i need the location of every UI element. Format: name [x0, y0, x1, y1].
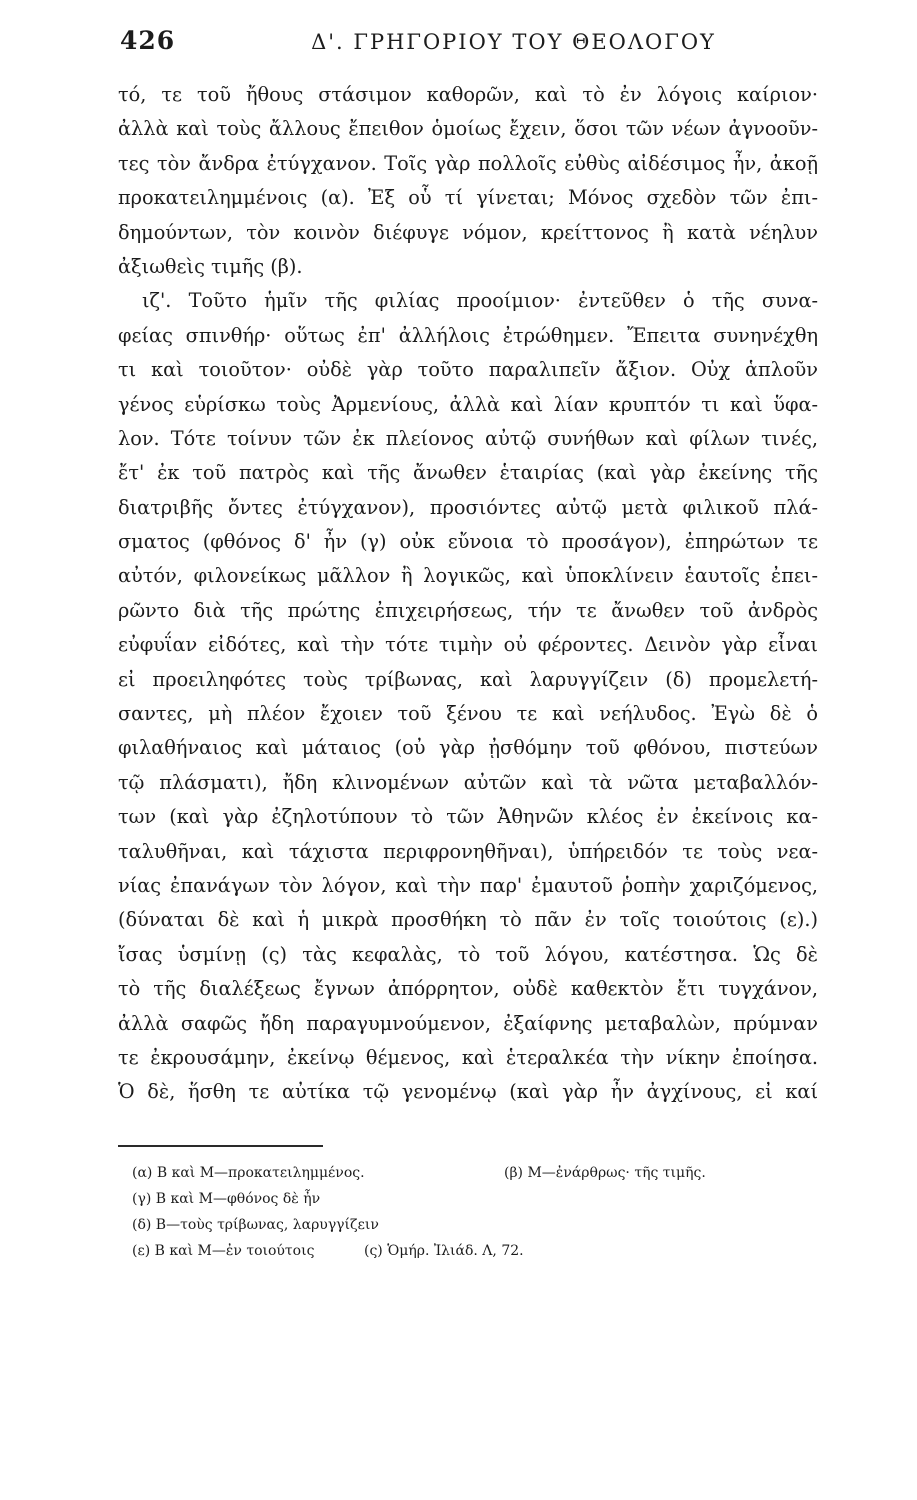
text-line: ἀλλὰ σαφῶς ἤδη παραγυμνούμενον, ἐξαίφνης μεταβαλὼν, πρύμναν	[118, 1011, 818, 1035]
text-line: αὐτόν, φιλονείκως μᾶλλον ἢ λογικῶς, καὶ ὑποκλίνειν ἑαυτοῖς ἐπει-	[118, 564, 818, 588]
main-text	[118, 78, 818, 1110]
text-line: λον. Τότε τοίνυν τῶν ἐκ πλείονος αὐτῷ συνήθων καὶ φίλων τινές,	[118, 426, 818, 450]
page-number: 426	[120, 26, 176, 55]
text-line: ρῶντο διὰ τῆς πρώτης ἐπιχειρήσεως, τήν τε ἄνωθεν τοῦ ἀνδρὸς	[118, 598, 818, 622]
text-line: τό, τε τοῦ ἤθους στάσιμον καθορῶν, καὶ τὸ ἐν λόγοις καίριον·	[118, 83, 818, 106]
text-line: τες τὸν ἄνδρα ἐτύγχανον. Τοῖς γὰρ πολλοῖς εὐθὺς αἰδέσιμος ἦν, ἀκοῇ	[118, 151, 818, 175]
footnote-divider	[118, 1145, 323, 1147]
text-line: τὸ τῆς διαλέξεως ἔγνων ἀπόρρητον, οὐδὲ καθεκτὸν ἔτι τυγχάνον,	[118, 977, 818, 1001]
text-line: διατριβῆς ὄντες ἐτύγχανον), προσιόντες αὐτῷ μετὰ φιλικοῦ πλά-	[118, 495, 818, 519]
text-line: των (καὶ γὰρ ἐζηλοτύπουν τὸ τῶν Ἀθηνῶν κλέος ἐν ἐκείνοις κα-	[118, 805, 818, 829]
section-start-line: ιζ'. Τοῦτο ἡμῖν τῆς φιλίας προοίμιον· ἐντεῦθεν ὁ τῆς συνα-	[142, 289, 818, 313]
text-line: ταλυθῆναι, καὶ τάχιστα περιφρονηθῆναι), ὑπήρειδόν τε τοὺς νεα-	[118, 839, 818, 863]
text-line: εὐφυΐαν εἰδότες, καὶ τὴν τότε τιμὴν οὐ φέροντες. Δεινὸν γὰρ εἶναι	[118, 633, 818, 657]
footnote-c: (γ) Β καὶ Μ—φθόνος δὲ ἦν	[132, 1191, 321, 1207]
footnote-row	[132, 1238, 772, 1264]
footnote-row	[132, 1160, 772, 1186]
text-line: σαντες, μὴ πλέον ἔχοιεν τοῦ ξένου τε καὶ νεήλυδος. Ἐγὼ δὲ ὁ	[118, 702, 818, 726]
footnote-row	[132, 1186, 772, 1212]
text-line: ἔτ' ἐκ τοῦ πατρὸς καὶ τῆς ἄνωθεν ἑταιρίας (καὶ γὰρ ἐκείνης τῆς	[118, 461, 818, 485]
text-line: προκατειλημμένοις (α). Ἐξ οὗ τί γίνεται; Μόνος σχεδὸν τῶν ἐπι-	[118, 186, 818, 210]
text-line: φείας σπινθήρ· οὕτως ἐπ' ἀλλήλοις ἐτρώθημεν. Ἔπειτα συνηνέχθη	[118, 323, 818, 347]
footnote-d: (δ) Β—τοὺς τρίβωνας, λαρυγγίζειν	[132, 1217, 379, 1233]
footnote-b: (β) Μ—ἐνάρθρως· τῆς τιμῆς.	[504, 1165, 706, 1181]
footnote-f: (ς) Ὁμήρ. Ἰλιάδ. Λ, 72.	[364, 1243, 524, 1259]
text-line: δημούντων, τὸν κοινὸν διέφυγε νόμον, κρείττονος ἢ κατὰ νέηλυν	[118, 220, 818, 244]
text-line: ἴσας ὑσμίνῃ (ς) τὰς κεφαλὰς, τὸ τοῦ λόγου, κατέστησα. Ὡς δὲ	[118, 942, 818, 966]
text-line: φιλαθήναιος καὶ μάταιος (οὐ γὰρ ᾐσθόμην τοῦ φθόνου, πιστεύων	[118, 736, 818, 760]
text-line: τῷ πλάσματι), ἤδη κλινομένων αὐτῶν καὶ τὰ νῶτα μεταβαλλόν-	[118, 770, 818, 794]
text-line: τε ἐκρουσάμην, ἐκείνῳ θέμενος, καὶ ἑτεραλκέα τὴν νίκην ἐποίησα.	[118, 1045, 818, 1069]
footnote-row	[132, 1212, 772, 1238]
text-line: σματος (φθόνος δ' ἦν (γ) οὐκ εὔνοια τὸ προσάγον), ἐπηρώτων τε	[118, 530, 818, 554]
footnote-e: (ε) Β καὶ Μ—ἐν τοιούτοις	[132, 1243, 315, 1259]
running-title: Δ'. ΓΡΗΓΟΡΙΟΥ ΤΟΥ ΘΕΟΛΟΓΟΥ	[311, 30, 716, 54]
text-line: ἀξιωθεὶς τιμῆς (β).	[118, 254, 303, 278]
text-line: (δύναται δὲ καὶ ἡ μικρὰ προσθήκη τὸ πᾶν ἐν τοῖς τοιούτοις (ε).)	[118, 908, 818, 932]
text-line: γένος εὑρίσκω τοὺς Ἀρμενίους, ἀλλὰ καὶ λίαν κρυπτόν τι καὶ ὕφα-	[118, 392, 818, 416]
footnotes	[132, 1160, 772, 1264]
text-line: ἀλλὰ καὶ τοὺς ἄλλους ἔπειθον ὁμοίως ἔχειν, ὅσοι τῶν νέων ἀγνοοῦν-	[118, 117, 818, 141]
text-line: τι καὶ τοιοῦτον· οὐδὲ γὰρ τοῦτο παραλιπεῖν ἄξιον. Οὐχ ἁπλοῦν	[118, 358, 818, 382]
footnote-a: (α) Β καὶ Μ—προκατειλημμένος.	[132, 1165, 365, 1181]
text-line: νίας ἐπανάγων τὸν λόγον, καὶ τὴν παρ' ἐμαυτοῦ ῥοπὴν χαριζόμενος,	[118, 873, 818, 897]
text-line: Ὁ δὲ, ἥσθη τε αὐτίκα τῷ γενομένῳ (καὶ γὰρ ἦν ἀγχίνους, εἰ καί	[118, 1080, 818, 1104]
text-line: εἰ προειληφότες τοὺς τρίβωνας, καὶ λαρυγγίζειν (δ) προμελετή-	[118, 667, 818, 691]
